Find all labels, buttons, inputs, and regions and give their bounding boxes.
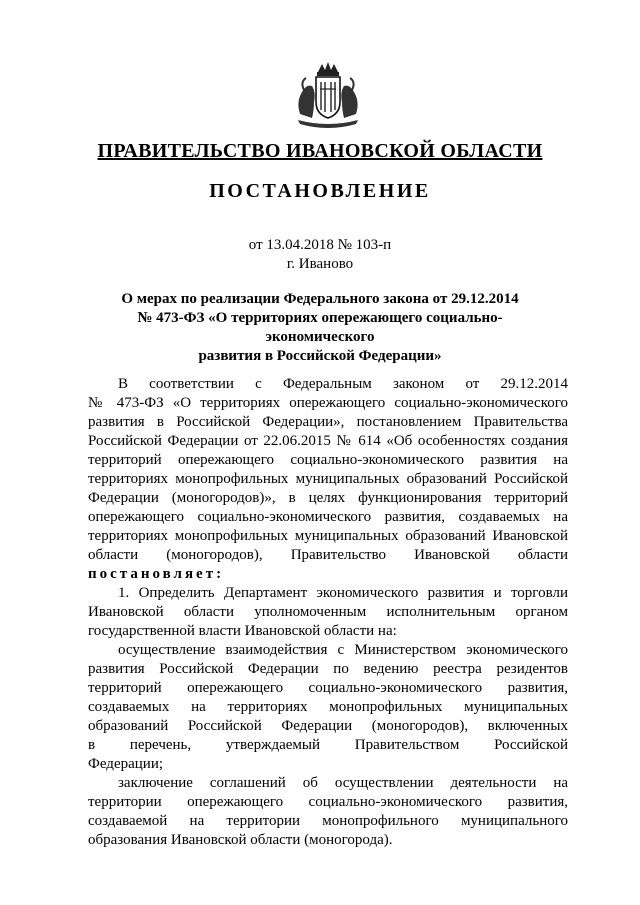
subitem-line: осуществление взаимодействия с Министерством экономического	[118, 642, 568, 658]
preamble-line: Федерации (моногородов)», в целях функционирования территорий	[88, 490, 568, 506]
preamble-line: № 473-ФЗ «О территориях опережающего социально-экономического	[88, 395, 568, 411]
preamble-line: территориях монопрофильных муниципальных образований Российской	[88, 471, 568, 487]
subitem-line: территории опережающего социально-экономического развития,	[88, 794, 568, 810]
subitem-line: заключение соглашений об осуществлении деятельности на	[118, 775, 568, 791]
subitem-line: образований Российской Федерации (моногородов), включенных	[88, 718, 568, 734]
title-line: О мерах по реализации Федерального закона от 29.12.2014	[121, 291, 519, 307]
document-title	[84, 290, 556, 366]
preamble-line: развития в Российской Федерации», постановлением Правительства	[88, 414, 568, 430]
title-line: развития в Российской Федерации»	[198, 348, 442, 364]
preamble-line: опережающего социально-экономического развития, создаваемых на	[88, 509, 568, 525]
item-line: 1. Определить Департамент экономического развития и торговли	[118, 585, 568, 601]
document-type: ПОСТАНОВЛЕНИЕ	[209, 180, 431, 202]
city: г. Иваново	[286, 256, 354, 272]
document-body	[88, 375, 568, 850]
preamble-line: Российской Федерации от 22.06.2015 № 614 «Об особенностях создания	[88, 433, 568, 449]
title-line: № 473-ФЗ «О территориях опережающего социально-экономического	[137, 310, 503, 345]
subitem-line: создаваемых на территориях монопрофильных муниципальных	[88, 699, 568, 715]
government-name: ПРАВИТЕЛЬСТВО ИВАНОВСКОЙ ОБЛАСТИ	[97, 140, 543, 162]
subitem-line: территорий опережающего социально-экономического развития,	[88, 680, 568, 696]
date-and-number: от 13.04.2018 № 103-п	[248, 237, 392, 253]
preamble-line: В соответствии с Федеральным законом от 29.12.2014	[118, 376, 568, 392]
subitem-line: развития Российской Федерации по ведению реестра резидентов	[88, 661, 568, 677]
subitem-line: создаваемой на территории монопрофильного муниципального	[88, 813, 568, 829]
subitem-line: Федерации;	[88, 756, 164, 772]
resolves-word: постановляет:	[88, 566, 225, 582]
preamble-line: территориях монопрофильных муниципальных образований Ивановской	[88, 528, 568, 544]
item-line: Ивановской области уполномоченным исполнительным органом	[88, 604, 568, 620]
coat-of-arms-icon	[292, 62, 364, 128]
preamble-line: территорий опережающего социально-экономического развития на	[88, 452, 568, 468]
subitem-line: образования Ивановской области (моногорода).	[88, 832, 393, 848]
item-line: государственной власти Ивановской области на:	[88, 623, 397, 639]
subitem-line: в перечень, утверждаемый Правительством Российской	[88, 737, 568, 753]
preamble-line: области (моногородов), Правительство Ивановской области	[88, 547, 568, 563]
